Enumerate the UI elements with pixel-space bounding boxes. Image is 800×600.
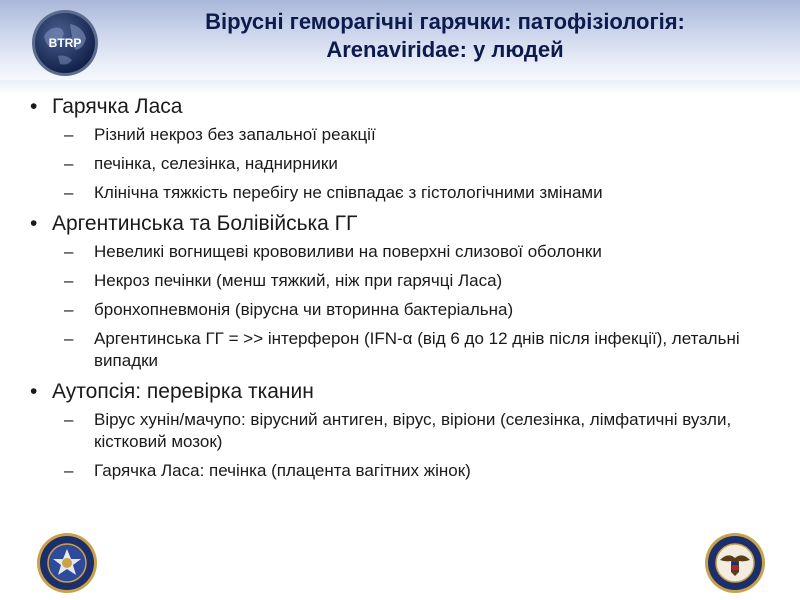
sub-bullet-item xyxy=(52,328,780,372)
title-band-fade xyxy=(0,80,800,94)
sub-bullet-item xyxy=(52,182,780,204)
bullet-section-argentine-bolivian xyxy=(30,211,780,372)
bullet-section-autopsy xyxy=(30,379,780,482)
logo-text: BTRP xyxy=(48,36,82,50)
btrp-globe-logo-icon xyxy=(30,8,100,78)
section-heading: Аутопсія: перевірка тканин xyxy=(52,380,314,403)
section-heading: Гарячка Ласа xyxy=(52,95,183,118)
sub-bullet-text: Аргентинська ГГ = >> інтерферон (IFN-α (від 6 до 12 днів після інфекції), летальні випадки xyxy=(94,329,740,370)
sub-bullet-item xyxy=(52,270,780,292)
sub-bullet-list xyxy=(52,409,780,482)
section-heading: Аргентинська та Болівійська ГГ xyxy=(52,212,358,235)
sub-bullet-text: печінка, селезінка, наднирники xyxy=(94,154,338,173)
sub-bullet-text: Різний некроз без запальної реакції xyxy=(94,125,376,144)
bullet-list xyxy=(30,94,780,482)
sub-bullet-list xyxy=(52,241,780,372)
dash-mark: – xyxy=(64,300,74,319)
sub-bullet-item xyxy=(52,460,780,482)
sub-bullet-item xyxy=(52,241,780,263)
dash-mark: – xyxy=(64,329,74,348)
sub-bullet-text: Клінічна тяжкість перебігу не співпадає з гістологічними змінами xyxy=(94,183,603,202)
dash-mark: – xyxy=(64,271,74,290)
dash-mark: – xyxy=(64,410,74,429)
bullet-mark: • xyxy=(30,380,38,403)
slide-title xyxy=(100,8,790,64)
dash-mark: – xyxy=(64,183,74,202)
sub-bullet-text: Невеликі вогнищеві крововиливи на поверхні слизової оболонки xyxy=(94,242,602,261)
sub-bullet-list xyxy=(52,124,780,204)
dash-mark: – xyxy=(64,154,74,173)
slide-content xyxy=(30,94,780,489)
sub-bullet-text: Некроз печінки (менш тяжкий, ніж при гарячці Ласа) xyxy=(94,271,503,290)
sub-bullet-text: бронхопневмонія (вірусна чи вторинна бактеріальна) xyxy=(94,300,514,319)
sub-bullet-item xyxy=(52,153,780,175)
defense-department-eagle-seal-icon xyxy=(704,532,766,594)
sub-bullet-text: Гарячка Ласа: печінка (плацента вагітних жінок) xyxy=(94,461,471,480)
sub-bullet-item xyxy=(52,409,780,453)
sub-bullet-item xyxy=(52,299,780,321)
bullet-mark: • xyxy=(30,212,38,235)
sub-bullet-item xyxy=(52,124,780,146)
dash-mark: – xyxy=(64,461,74,480)
dash-mark: – xyxy=(64,125,74,144)
sub-bullet-text: Вірус хунін/мачупо: вірусний антиген, вірус, віріони (селезінка, лімфатичні вузли, кістковий мозок) xyxy=(94,410,732,451)
slide-title-line-2: Arenaviridae: у людей xyxy=(326,37,564,62)
slide-title-line-1: Вірусні геморагічні гарячки: патофізіологія: xyxy=(205,9,685,34)
bullet-mark: • xyxy=(30,95,38,118)
bullet-section-lassa xyxy=(30,94,780,204)
dash-mark: – xyxy=(64,242,74,261)
defense-department-seal-icon xyxy=(36,532,98,594)
